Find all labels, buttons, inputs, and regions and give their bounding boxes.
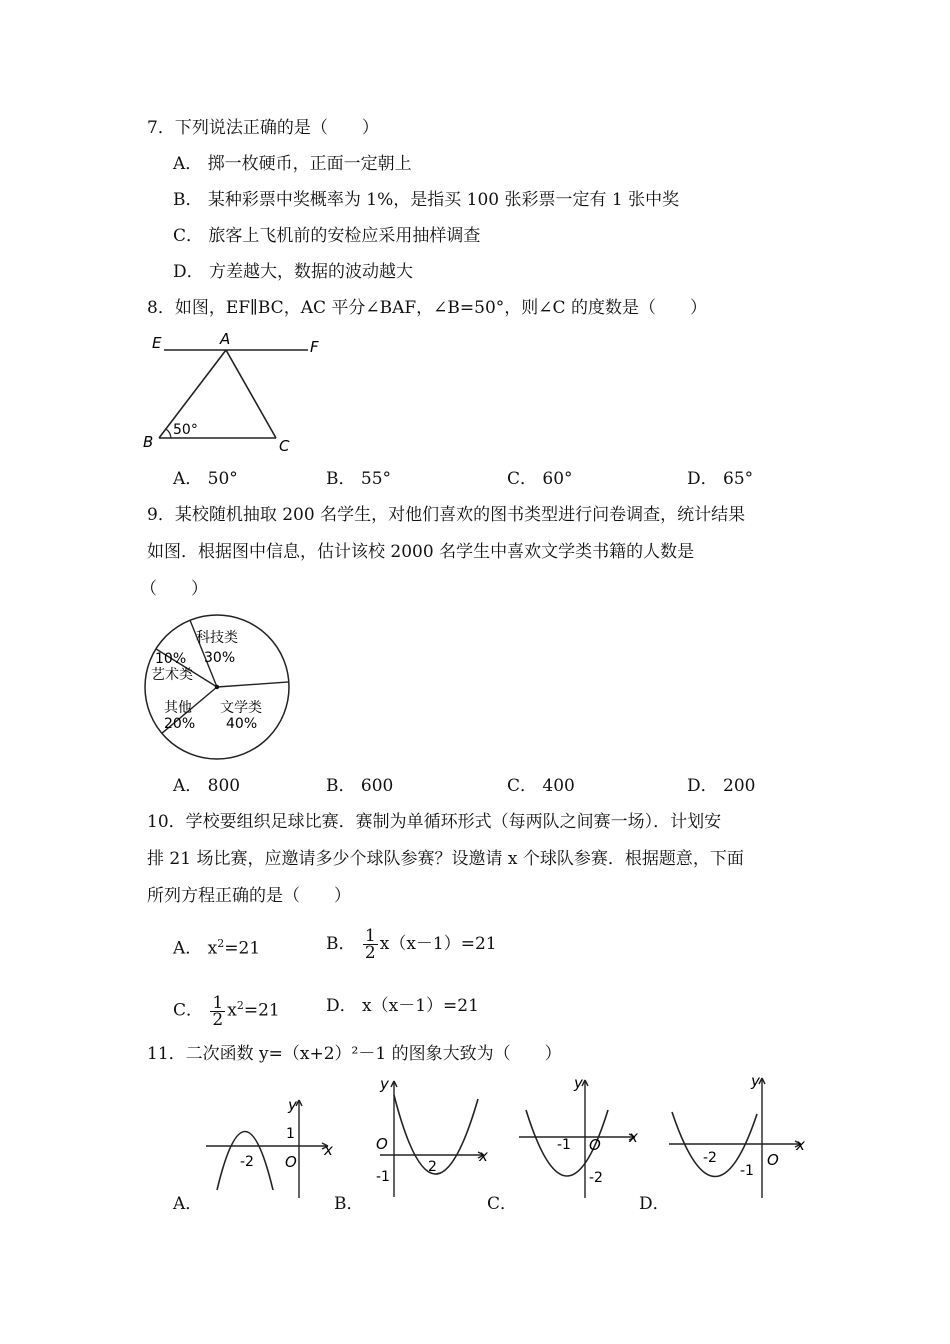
graph-b-tick-2: 2 [428,1159,437,1175]
graph-b-y-label: y [380,1075,389,1093]
pie-label-qita: 其他 [164,700,192,716]
q10-b-frac-num: 1 [364,926,376,946]
q11-graph-d [665,1070,810,1200]
q7-stem: 7．下列说法正确的是（ ） [147,118,379,138]
q10-a-prefix: A． x [173,938,218,959]
q8-triangle-figure [140,330,340,460]
q7-option-d[interactable]: D． 方差越大，数据的波动越大 [173,262,414,282]
q10-c-frac-den: 2 [212,1009,224,1030]
q8-option-b[interactable]: B． 55° [326,469,392,489]
q10-option-c[interactable] [173,988,280,1029]
q7-option-b[interactable]: B． 某种彩票中奖概率为 1%，是指买 100 张彩票一定有 1 张中奖 [173,190,680,210]
graph-b-tick-neg1: -1 [376,1169,390,1185]
pie-value-qita: 20% [164,716,196,732]
q11-graph-a [200,1090,340,1200]
q11-option-c[interactable]: C． [487,1194,518,1214]
q9-option-d[interactable]: D． 200 [687,776,756,796]
q11-graph-b [362,1075,502,1200]
label-c: C [279,437,290,455]
q10-a-sup: 2 [217,937,225,950]
q10-b-fraction [363,928,378,961]
pie-label-wenxue: 文学类 [220,700,262,716]
graph-b-x-label: x [479,1147,488,1165]
graph-b-origin: O [376,1135,388,1153]
graph-d-y-label: y [751,1072,760,1090]
q10-c-sup: 2 [236,999,244,1012]
q7-option-c[interactable]: C． 旅客上飞机前的安检应采用抽样调查 [173,226,481,246]
q11-graph-c [515,1074,655,1200]
graph-c-origin: O [589,1136,601,1154]
graph-c-y-label: y [574,1074,583,1092]
angle-b-arc [166,429,171,438]
q10-stem-line2: 排 21 场比赛，应邀请多少个球队参赛？设邀请 x 个球队参赛．根据题意，下面 [147,849,744,869]
q9-stem-line2: 如图．根据图中信息，估计该校 2000 名学生中喜欢文学类书籍的人数是 [147,542,695,562]
q8-option-c[interactable]: C． 60° [507,469,573,489]
q11-stem: 11．二次函数 y=（x+2）²－1 的图象大致为（ ） [147,1044,562,1064]
pie-value-yishu: 10% [155,651,187,667]
q9-option-a[interactable]: A． 800 [173,776,241,796]
q10-c-prefix: C． [173,1000,204,1021]
graph-a-tick-neg2: -2 [240,1154,254,1170]
q10-c-suffix: =21 [243,1000,280,1021]
q7-option-a[interactable]: A． 掷一枚硬币，正面一定朝上 [173,154,412,174]
pie-label-yishu: 艺术类 [151,667,193,683]
graph-a-y-label: y [288,1096,297,1114]
pie-slice-boundary-文学类 [217,682,289,687]
label-b: B [143,433,154,451]
graph-d-tick-neg2: -2 [703,1150,717,1166]
graph-c-tick-neg1: -1 [557,1137,571,1153]
q10-option-b[interactable] [326,926,497,962]
graph-c-tick-neg2: -2 [589,1170,603,1186]
q10-c-mid: x [227,1000,237,1021]
graph-a-tick-1: 1 [286,1126,295,1142]
q11-option-b[interactable]: B． [334,1194,364,1214]
q10-stem-line3: 所列方程正确的是（ ） [147,886,351,906]
side-ac [226,350,276,438]
pie-center [215,685,219,689]
q9-pie-chart [140,612,300,772]
graph-a-x-label: x [324,1141,333,1159]
q10-c-frac-num: 1 [212,992,224,1013]
q8-option-d[interactable]: D． 65° [687,469,754,489]
graph-d-x-label: x [796,1136,805,1154]
q11-option-a[interactable]: A． [173,1194,203,1214]
q10-stem-line1: 10．学校要组织足球比赛．赛制为单循环形式（每两队之间赛一场）．计划安 [147,812,722,832]
q8-stem: 8．如图，EF∥BC，AC 平分∠BAF，∠B=50°，则∠C 的度数是（ ） [147,298,707,318]
q9-option-b[interactable]: B． 600 [326,776,394,796]
pie-label-keji: 科技类 [196,630,238,646]
q10-option-d[interactable]: D． x（x－1）=21 [326,996,479,1016]
q11-option-d[interactable]: D． [639,1194,670,1214]
graph-d-origin: O [767,1151,779,1169]
label-a: A [220,330,231,348]
graph-d-tick-neg1: -1 [740,1163,754,1179]
q9-option-c[interactable]: C． 400 [507,776,575,796]
pie-value-wenxue: 40% [226,716,258,732]
q10-b-prefix: B． [326,934,356,954]
graph-c-x-label: x [629,1128,638,1146]
q9-stem-line3: （ ） [140,579,208,599]
q10-a-suffix: =21 [224,938,261,959]
q8-option-a[interactable]: A． 50° [173,469,238,489]
q10-b-suffix: x（x－1）=21 [379,934,497,954]
label-f: F [310,338,319,356]
graph-a-origin: O [285,1153,297,1171]
q10-b-frac-den: 2 [364,943,376,963]
q9-stem-line1: 9．某校随机抽取 200 名学生，对他们喜欢的图书类型进行问卷调查，统计结果 [147,505,746,525]
pie-value-keji: 30% [204,650,236,666]
q10-c-fraction [210,992,225,1030]
q10-option-a[interactable] [173,933,260,960]
label-angle-50: 50° [173,422,198,438]
label-e: E [152,334,162,352]
